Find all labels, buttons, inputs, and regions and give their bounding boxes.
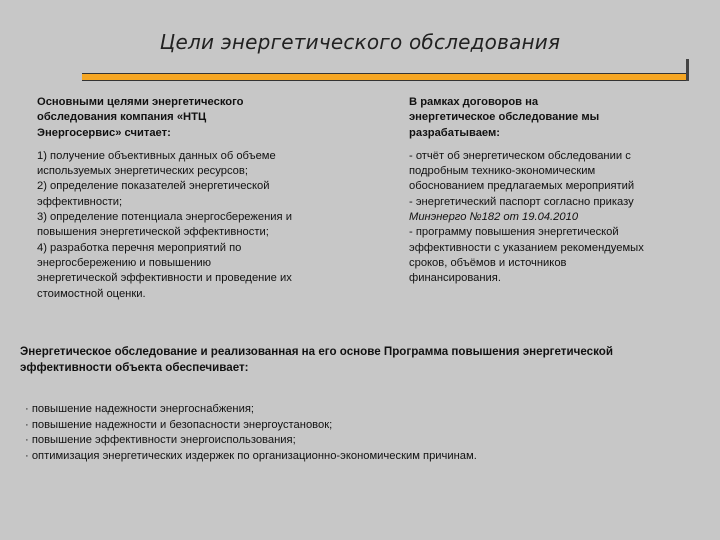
summary-line: эффективности объекта обеспечивает: bbox=[20, 361, 249, 374]
benefit-item: · повышение надежности энергоснабжения; bbox=[25, 403, 254, 415]
deliverables-line: обоснованием предлагаемых мероприятий bbox=[409, 180, 635, 193]
benefits-list bbox=[25, 402, 477, 464]
slide-title: Цели энергетического обследования bbox=[159, 30, 561, 54]
goals-line: эффективности; bbox=[37, 195, 123, 208]
goals-line: стоимостной оценки. bbox=[37, 287, 146, 300]
goals-line: повышения энергетической эффективности; bbox=[37, 226, 269, 239]
ministry-order-reference: Минэнерго №182 от 19.04.2010 bbox=[409, 211, 579, 224]
deliverables-heading: В рамках договоров на энергетическое обследование мы разрабатываем: bbox=[409, 96, 600, 139]
benefit-item: · оптимизация энергетических издержек по организационно-экономическим причинам. bbox=[25, 449, 477, 462]
deliverables-column bbox=[409, 95, 699, 287]
deliverables-line: - отчёт об энергетическом обследовании с bbox=[409, 149, 631, 162]
deliverables-line: сроков, объёмов и источников bbox=[409, 256, 567, 269]
summary-statement bbox=[20, 344, 710, 376]
title-underline-bar bbox=[82, 73, 686, 81]
deliverables-list bbox=[409, 149, 699, 287]
goals-line: используемых энергетических ресурсов; bbox=[37, 165, 248, 178]
deliverables-line: - программу повышения энергетической bbox=[409, 226, 619, 239]
deliverables-line: эффективности с указанием рекомендуемых bbox=[409, 241, 644, 254]
title-bar-end bbox=[686, 59, 689, 81]
goals-line: энергосбережению и повышению bbox=[37, 256, 212, 269]
deliverables-line: подробным технико-экономическим bbox=[409, 165, 596, 178]
summary-line: Энергетическое обследование и реализованная на его основе Программа повышения энергетической bbox=[20, 345, 613, 358]
deliverables-line: - энергетический паспорт согласно приказу bbox=[409, 195, 634, 208]
goals-column bbox=[37, 95, 362, 302]
benefit-item: · повышение эффективности энергоиспользования; bbox=[25, 434, 296, 447]
deliverables-line: финансирования. bbox=[409, 272, 501, 285]
goals-line: 1) получение объективных данных об объеме bbox=[37, 149, 276, 162]
goals-line: 3) определение потенциала энергосбережения и bbox=[37, 211, 292, 224]
goals-heading: Основными целями энергетического обследования компания «НТЦ Энергосервис» считает: bbox=[37, 96, 244, 139]
goals-line: энергетической эффективности и проведение их bbox=[37, 272, 292, 285]
goals-line: 4) разработка перечня мероприятий по bbox=[37, 241, 242, 254]
benefit-item: · повышение надежности и безопасности энергоустановок; bbox=[25, 418, 333, 431]
goals-list bbox=[37, 149, 362, 302]
goals-line: 2) определение показателей энергетической bbox=[37, 180, 270, 193]
